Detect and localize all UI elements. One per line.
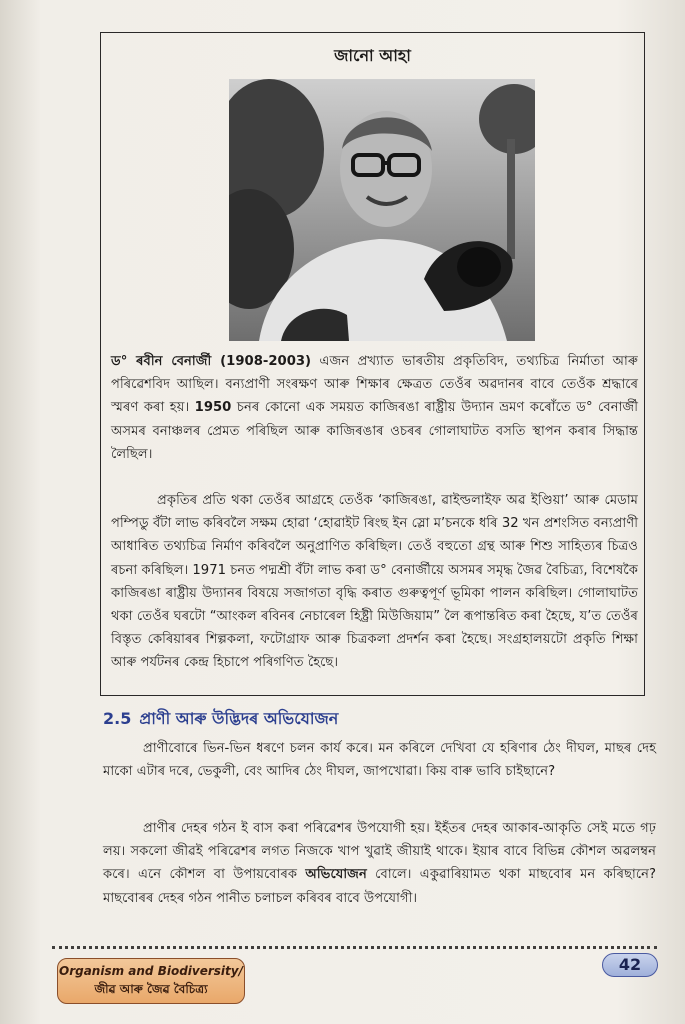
section-text-2b: বোলে। একুৱাৰিয়ামত থকা মাছবোৰ মন কৰিছানে? মাছবোৰৰ দেহৰ গঠন পানীত চলাচল কৰিবৰ বাবে উপযোগী। <box>103 867 656 906</box>
person-name: ড° ৰবীন বেনাৰ্জী (1908-2003) <box>111 354 312 369</box>
section-heading <box>103 706 338 733</box>
portrait-photo <box>229 79 535 341</box>
bio-paragraph-2: প্ৰকৃতিৰ প্ৰতি থকা তেওঁৰ আগ্ৰহে তেওঁক ‘কাজিৰঙা, ৱাইল্ডলাইফ অৱ ইণ্ডিয়া’ আৰু মেডাম পম্পিডু বঁটা লাভ কৰিবলৈ সক্ষম হোৱা ‘হোৱাইট ৰিংছ ইন স্লো ম’চনকে ধৰি 32 খন প্ৰশংসিত বন্যপ্ৰাণী আধাৰিত তথ্যচিত্ৰ নিৰ্মাণ কৰিবলৈ অনুপ্ৰাণিত কৰিছিল। তেওঁ বহুতো গ্ৰন্থ আৰু শিশু সাহিত্যৰ চিত্ৰও ৰচনা কৰিছিল। 1971 চনত পদ্মশ্ৰী বঁটা লাভ কৰা ড° বেনাৰ্জীয়ে অসমৰ সমৃদ্ধ জৈৱ বৈচিত্ৰ্য, বিশেষকৈ কাজিৰঙা ৰাষ্ট্ৰীয় উদ্যানৰ বিষয়ে সজাগতা বৃদ্ধি কৰাত গুৰুত্বপূৰ্ণ ভূমিকা পালন কৰিছিল। গোলাঘাটত থকা তেওঁৰ ঘৰটো “আংকল ৰবিনৰ নেচাৰেল হিষ্ট্ৰী মিউজিয়াম” লৈ ৰূপান্তৰিত কৰা হৈছে, য’ত তেওঁৰ বিস্তৃত কেৰিয়াৰৰ শিল্পকলা, ফটোগ্ৰাফ আৰু চিত্ৰকলা প্ৰদৰ্শন কৰা হৈছে। সংগ্ৰহালয়টো প্ৰকৃতি শিক্ষা আৰু পৰ্যটনৰ কেন্দ্ৰ হিচাপে পৰিগণিত হৈছে। <box>111 493 638 671</box>
chapter-title-assamese: জীৱ আৰু জৈৱ বৈচিত্ৰ্য <box>94 982 208 996</box>
chapter-badge <box>57 958 245 1004</box>
section-number: 2.5 <box>103 709 132 728</box>
bio-paragraph-1 <box>111 350 638 466</box>
box-title: জানো আহা <box>334 46 411 65</box>
year-highlight: 1950 <box>194 400 232 416</box>
section-title: প্ৰাণী আৰু উদ্ভিদৰ অভিযোজন <box>139 709 339 728</box>
term-highlight: অভিযোজন <box>305 867 367 883</box>
section-text-2a: প্ৰাণীৰ দেহৰ গঠন ই বাস কৰা পৰিৱেশৰ উপযোগী হয়। ইহঁতৰ দেহৰ আকাৰ-আকৃতি সেই মতে গঢ় লয়। সকলো জীৱই পৰিৱেশৰ লগত নিজকে খাপ খুৱাই জীয়াই থাকে। ইয়াৰ বাবে বিভিন্ন কৌশল অৱলম্বন কৰে। এনে কৌশল বা উপায়বোৰক <box>103 821 656 883</box>
chapter-title-english: Organism and Biodiversity/ <box>59 964 243 978</box>
section-paragraph-1: প্ৰাণীবোৰে ভিন-ভিন ধৰণে চলন কাৰ্য কৰে। মন কৰিলে দেখিবা যে হৰিণাৰ ঠেং দীঘল, মাছৰ দেহ মাকো এটাৰ দৰে, ভেকুলী, বেং আদিৰ ঠেং দীঘল, জাপখোৱা। কিয় বাৰু ভাবি চাইছানে? <box>103 741 656 780</box>
bio-text-1a: এজন প্ৰখ্যাত ভাৰতীয় প্ৰকৃতিবিদ, তথ্যচিত্ৰ নিৰ্মাতা আৰু পৰিৱেশবিদ আছিল। বন্যপ্ৰাণী সংৰক্ষণ আৰু শিক্ষাৰ ক্ষেত্ৰত তেওঁৰ অৱদানৰ বাবে তেওঁক শ্ৰদ্ধাৰে স্মৰণ কৰা হয়। <box>111 354 638 416</box>
know-more-box <box>100 32 645 696</box>
footer-divider <box>52 946 657 950</box>
page-number: 42 <box>602 953 658 977</box>
bio-text-1b: চনৰ কোনো এক সময়ত কাজিৰঙা ৰাষ্ট্ৰীয় উদ্যান ভ্ৰমণ কৰোঁতে ড° বেনাৰ্জী অসমৰ বনাঞ্চলৰ প্ৰেমত পৰিছিল আৰু কাজিৰঙাৰ ওচৰৰ গোলাঘাটত বসতি স্থাপন কৰাৰ সিদ্ধান্ত লৈছিল। <box>111 400 638 462</box>
section-paragraph-2 <box>103 817 656 910</box>
